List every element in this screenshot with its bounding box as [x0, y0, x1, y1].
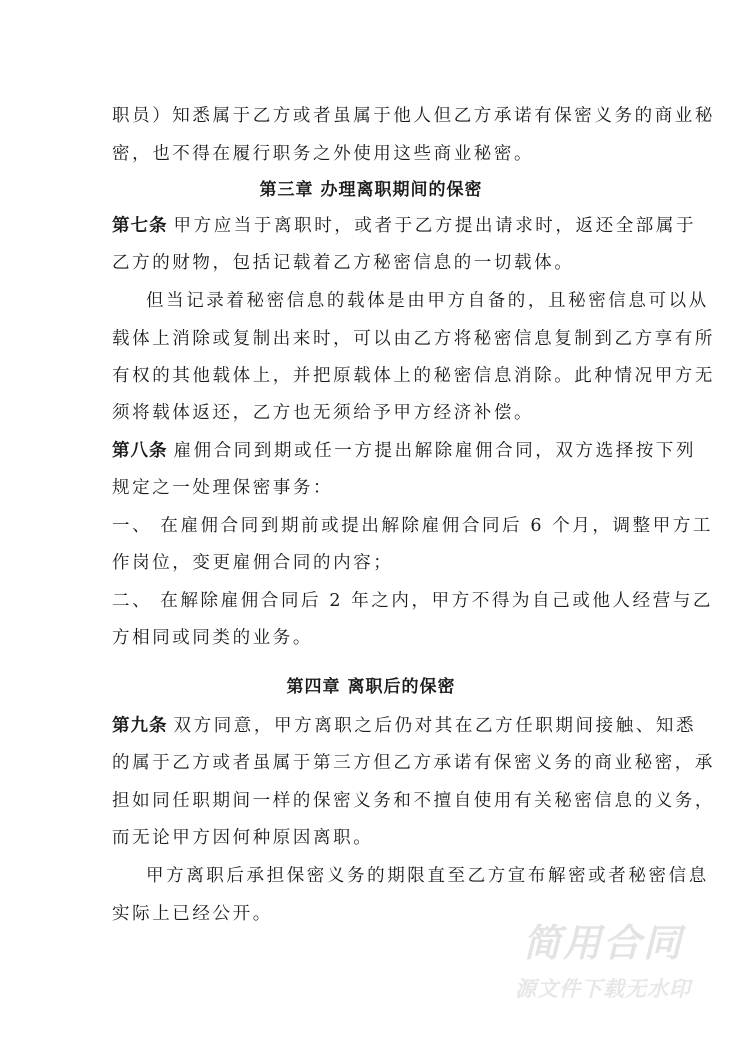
article-7-para2-line: 但当记录着秘密信息的载体是由甲方自备的，且秘密信息可以从 [146, 291, 709, 311]
article-8-line [112, 439, 697, 463]
article-7-para2-line: 有权的其他载体上，并把原载体上的秘密信息消除。此种情况甲方无 [112, 366, 715, 386]
watermark-subtitle: 源文件下载无水印 [515, 977, 691, 1001]
article-9-para2-line: 实际上已经公开。 [112, 904, 273, 924]
article-9-label: 第九条 [112, 716, 168, 736]
article-9-line: 而无论甲方因何种原因离职。 [112, 828, 374, 848]
chapter-4-heading: 第四章 离职后的保密 [286, 677, 456, 697]
article-9-line [112, 714, 697, 738]
article-7-text: 甲方应当于离职时，或者于乙方提出请求时，返还全部属于 [173, 216, 697, 236]
list-item-1-line: 一、 在雇佣合同到期前或提出解除雇佣合同后 6 个月，调整甲方工 [112, 516, 714, 536]
article-9-para2-line: 甲方离职后承担保密义务的期限直至乙方宣布解密或者秘密信息 [146, 866, 709, 886]
article-7-line: 乙方的财物，包括记载着乙方秘密信息的一切载体。 [112, 253, 575, 273]
article-7-para2-line: 载体上消除或复制出来时，可以由乙方将秘密信息复制到乙方享有所 [112, 329, 715, 349]
body-text-line: 职员）知悉属于乙方或者虽属于他人但乙方承诺有保密义务的商业秘 [112, 106, 715, 126]
watermark-logo-text: 简用合同 [522, 921, 683, 965]
list-item-2-line: 二、 在解除雇佣合同后 2 年之内，甲方不得为自己或他人经营与乙 [112, 591, 714, 611]
article-8-text: 雇佣合同到期或任一方提出解除雇佣合同，双方选择按下列 [173, 441, 697, 461]
article-9-text: 双方同意，甲方离职之后仍对其在乙方任职期间接触、知悉 [173, 716, 697, 736]
article-8-label: 第八条 [112, 441, 168, 461]
list-item-2-line: 方相同或同类的业务。 [112, 628, 313, 648]
article-9-line: 的属于乙方或者虽属于第三方但乙方承诺有保密义务的商业秘密，承 [112, 753, 715, 773]
body-text-line: 密，也不得在履行职务之外使用这些商业秘密。 [112, 144, 535, 164]
list-item-1-line: 作岗位，变更雇佣合同的内容； [112, 553, 394, 573]
article-8-line: 规定之一处理保密事务： [112, 478, 334, 498]
article-9-line: 担如同任职期间一样的保密义务和不擅自使用有关秘密信息的义务， [112, 791, 715, 811]
chapter-3-heading: 第三章 办理离职期间的保密 [259, 180, 483, 200]
article-7-para2-line: 须将载体返还，乙方也无须给予甲方经济补偿。 [112, 403, 535, 423]
article-7-label: 第七条 [112, 216, 168, 236]
article-7-line [112, 214, 697, 238]
